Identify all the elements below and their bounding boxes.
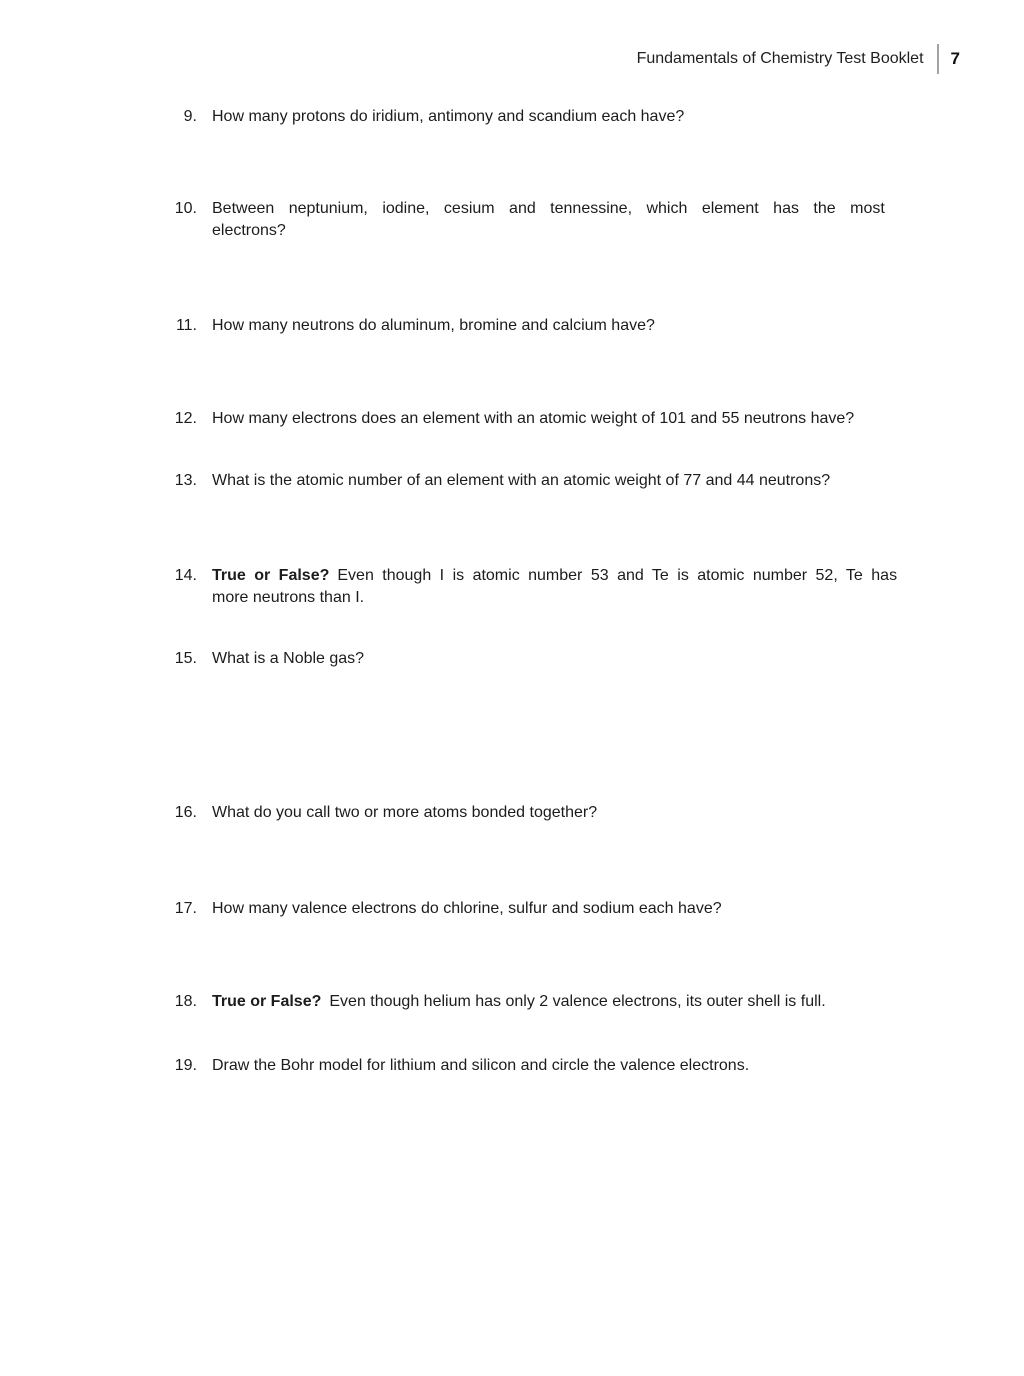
question-text <box>212 470 976 492</box>
question-line: How many electrons does an element with an atomic weight of 101 and 55 neutrons have? <box>212 410 855 427</box>
question-line: How many valence electrons do chlorine, sulfur and sodium each have? <box>212 900 722 917</box>
question-number: 18. <box>174 993 197 1010</box>
question-number: 19. <box>174 1057 197 1074</box>
question-19 <box>0 1055 1024 1077</box>
question-13 <box>0 470 1024 492</box>
question-number: 11. <box>175 317 197 334</box>
question-18 <box>0 991 1024 1013</box>
question-number: 10. <box>174 200 197 217</box>
question-line: What is a Noble gas? <box>212 650 365 667</box>
question-text <box>212 565 976 609</box>
true-or-false-label: True or False? <box>212 993 322 1010</box>
page-number: 7 <box>950 49 960 68</box>
question-number: 13. <box>174 472 197 489</box>
question-line: Draw the Bohr model for lithium and silicon and circle the valence electrons. <box>212 1057 750 1074</box>
question-12 <box>0 408 1024 430</box>
question-line: How many neutrons do aluminum, bromine and calcium have? <box>212 317 655 334</box>
question-text <box>212 1055 976 1077</box>
question-text <box>212 648 976 670</box>
header-divider <box>937 44 939 74</box>
question-number: 17. <box>174 900 197 917</box>
question-text <box>212 802 976 824</box>
question-text <box>212 991 976 1013</box>
question-line-text: Even though I is atomic number 53 and Te is atomic number 52, Te has <box>337 567 898 584</box>
booklet-title: Fundamentals of Chemistry Test Booklet <box>636 50 924 67</box>
question-line: electrons? <box>212 222 286 239</box>
question-line-text: Even though helium has only 2 valence electrons, its outer shell is full. <box>329 993 826 1010</box>
question-text <box>212 315 976 337</box>
question-list <box>0 106 1024 1077</box>
question-line: Between neptunium, iodine, cesium and tennessine, which element has the most <box>212 200 885 217</box>
question-line: What do you call two or more atoms bonded together? <box>212 804 598 821</box>
question-16 <box>0 802 1024 824</box>
question-line <box>212 991 976 1013</box>
question-text <box>212 898 976 920</box>
question-text <box>212 106 976 128</box>
question-line: How many protons do iridium, antimony and scandium each have? <box>212 108 685 125</box>
page-header <box>0 44 1024 74</box>
question-10 <box>0 198 1024 242</box>
question-number: 12. <box>174 410 197 427</box>
question-line: What is the atomic number of an element with an atomic weight of 77 and 44 neutrons? <box>212 472 831 489</box>
question-15 <box>0 648 1024 670</box>
question-number: 15. <box>174 650 197 667</box>
question-14 <box>0 565 1024 609</box>
question-line <box>212 565 976 587</box>
question-line: more neutrons than I. <box>212 589 365 606</box>
question-text <box>212 408 976 430</box>
question-number: 14. <box>174 567 197 584</box>
question-9 <box>0 106 1024 128</box>
true-or-false-label: True or False? <box>212 567 330 584</box>
question-17 <box>0 898 1024 920</box>
question-11 <box>0 315 1024 337</box>
question-number: 16. <box>174 804 197 821</box>
question-number: 9. <box>183 108 197 125</box>
question-text <box>212 198 976 242</box>
